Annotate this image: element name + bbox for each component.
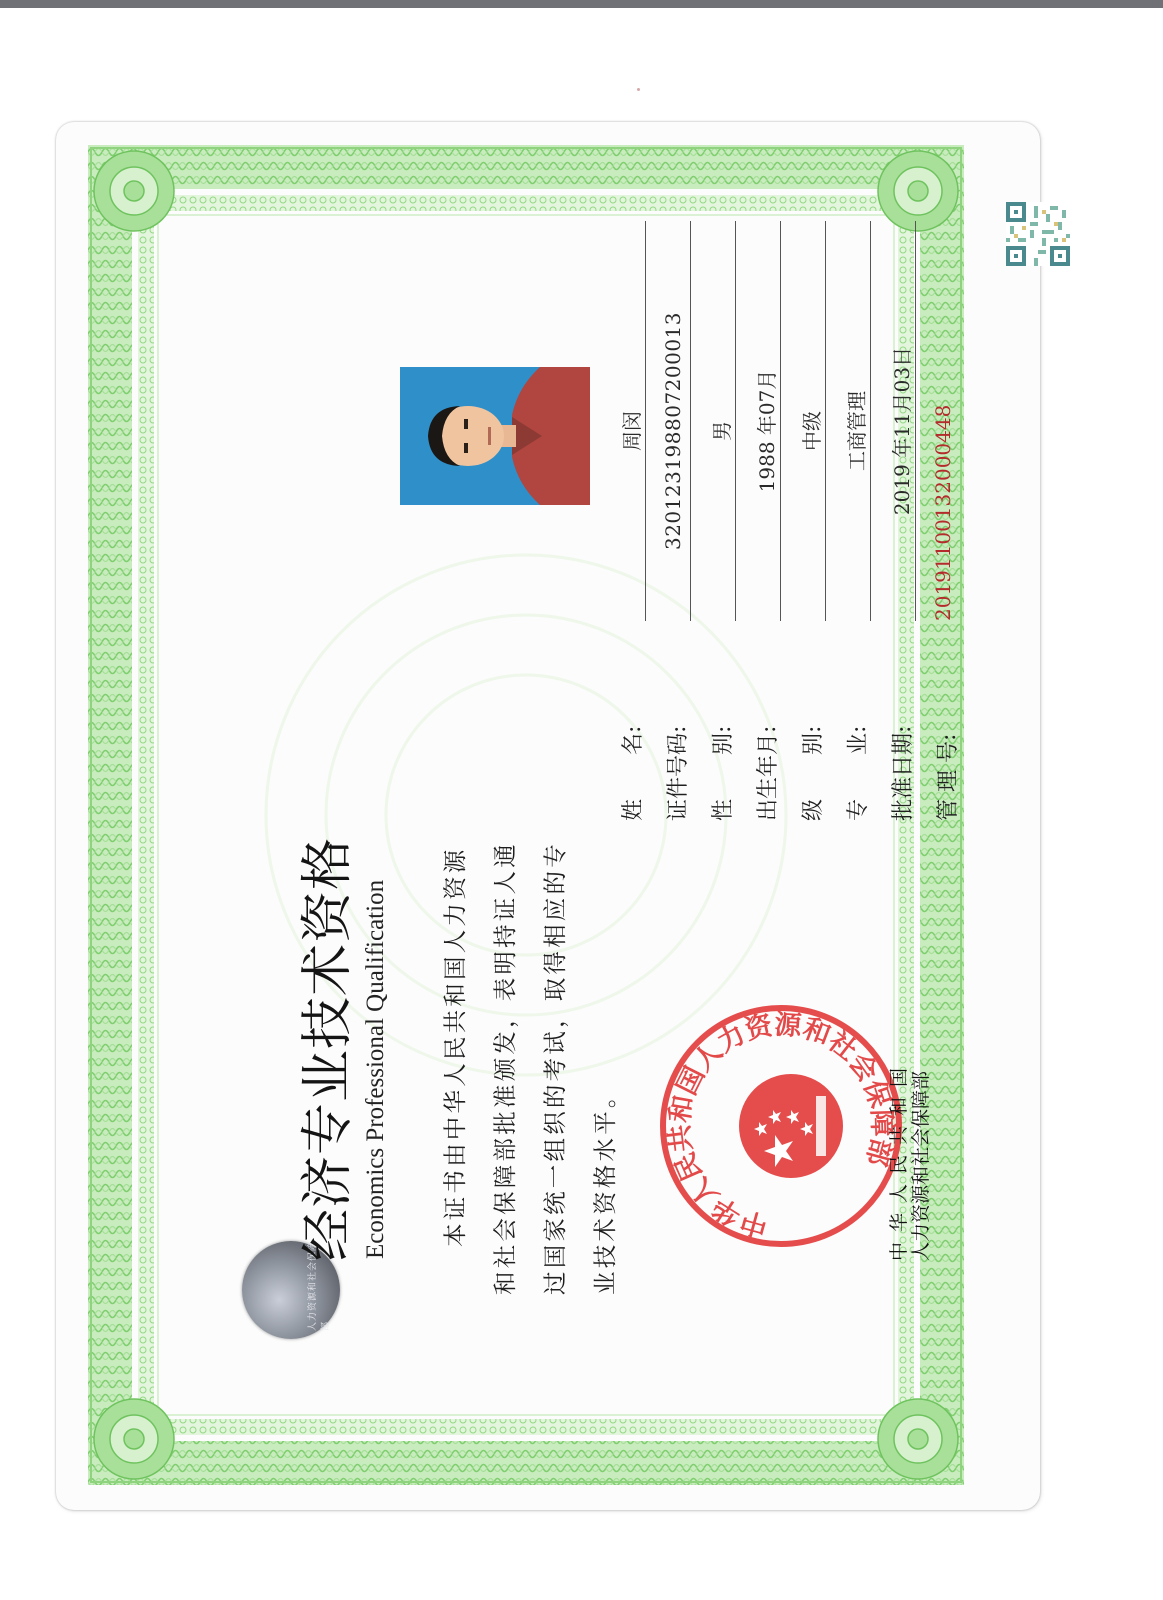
certificate-body — [430, 775, 630, 1295]
body-line: 业技术资格水平。 — [591, 1081, 619, 1295]
field-label-approval-date: 批准日期: — [891, 725, 916, 821]
field-label-gender: 性 别: — [711, 725, 736, 821]
qr-code-icon — [1006, 202, 1070, 266]
certificate-content — [170, 151, 1000, 1451]
certificate-title-english: Economics Professional Qualification — [362, 879, 389, 1259]
issuer-line: 中华人民共和国 — [888, 1057, 910, 1261]
field-label-manage-number: 管 理 号: — [936, 733, 961, 821]
underline — [915, 221, 916, 621]
scanner-top-edge — [0, 0, 1163, 8]
field-value-id: 320123198807200013 — [661, 311, 685, 551]
field-value-birth: 1988 年07月 — [755, 369, 779, 493]
field-label-major: 专 业: — [846, 725, 871, 821]
field-value-manage-number: 20191100132000448 — [931, 404, 955, 621]
issuer-line: 人力资源和社会保障部 — [910, 1070, 932, 1261]
body-line: 和社会保障部批准颁发，表明持证人通 — [491, 841, 519, 1295]
issuer-name — [888, 1058, 932, 1261]
underline — [690, 221, 691, 621]
field-value-level: 中级 — [800, 411, 824, 451]
underline — [825, 221, 826, 621]
field-value-name: 周闵 — [620, 411, 644, 451]
field-value-gender: 男 — [710, 421, 734, 441]
holder-photo — [400, 367, 590, 505]
underline — [645, 221, 646, 621]
seal-text: 中华人民共和国人力资源和社会保障部 — [664, 1009, 898, 1242]
official-seal-icon — [656, 1001, 906, 1251]
certificate-title: 经济专业技术资格 — [298, 836, 358, 1261]
underline — [870, 221, 871, 621]
field-label-level: 级 别: — [801, 725, 826, 821]
field-label-name: 姓 名: — [621, 725, 646, 821]
body-line: 本证书由中华人民共和国人力资源 — [441, 846, 469, 1247]
scan-speck — [637, 88, 640, 91]
field-label-id: 证件号码: — [666, 725, 691, 821]
field-value-major: 工商管理 — [845, 391, 869, 471]
person-portrait-icon — [400, 367, 590, 505]
field-label-birth: 出生年月: — [756, 725, 781, 821]
body-line: 过国家统一组织的考试，取得相应的专 — [541, 841, 569, 1295]
hologram-text: 人力资源和社会保障部 — [308, 1240, 331, 1331]
underline — [735, 221, 736, 621]
field-value-approval-date: 2019 年11月03日 — [890, 346, 914, 516]
underline — [780, 221, 781, 621]
